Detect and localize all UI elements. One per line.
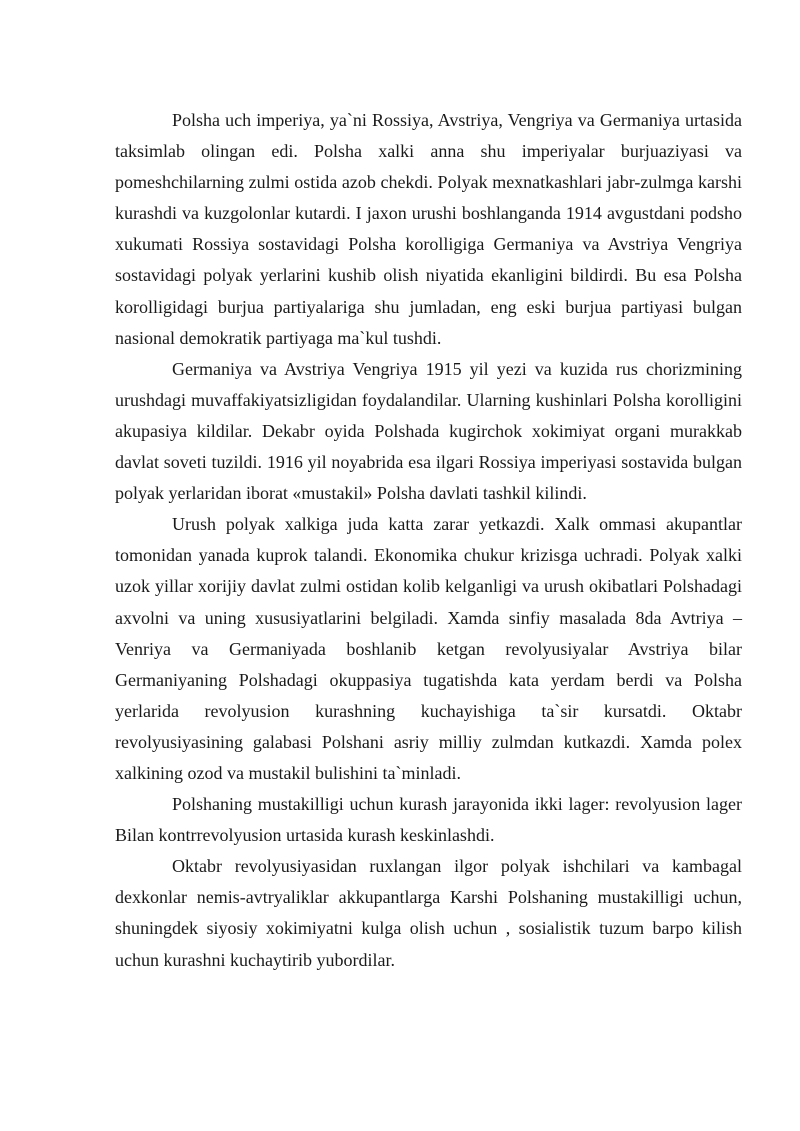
paragraph: Polshaning mustakilligi uchun kurash jarayonida ikki lager: revolyusion lager Bilan kontrrevolyusion urtasida kurash keskinlashdi. bbox=[115, 794, 742, 846]
paragraph: Polsha uch imperiya, ya`ni Rossiya, Avstriya, Vengriya va Germaniya urtasida taksimlab olingan edi. Polsha xalki anna shu imperiyalar burjuaziyasi va pomeshchilarning zulmi ostida azob chekdi. Polyak mexnatkashlari jabr-zulmga karshi kurashdi va kuzgolonlar kutardi. I jaxon urushi boshlanganda 1914 avgustdani podsho xukumati Rossiya sostavidagi Polsha korolligiga Germaniya va Avstriya Vengriya sostavidagi polyak yerlarini kushib olish niyatida ekanligini bildirdi. Bu esa Polsha korolligidagi burjua partiyalariga shu jumladan, eng eski burjua partiyasi bulgan nasional demokratik partiyaga ma`kul tushdi. bbox=[115, 110, 742, 348]
paragraph: Urush polyak xalkiga juda katta zarar yetkazdi. Xalk ommasi akupantlar tomonidan yanada kuprok talandi. Ekonomika chukur krizisga uchradi. Polyak xalki uzok yillar xorijiy davlat zulmi ostidan kolib kelganligi va urush okibatlari Polshadagi axvolni va uning xususiyatlarini belgiladi. Xamda sinfiy masalada 8da Avtriya – Venriya va Germaniyada boshlanib ketgan revolyusiyalar Avstriya bilar Germaniyaning Polshadagi okuppasiya tugatishda kata yerdam berdi va Polsha yerlarida revolyusion kurashning kuchayishiga ta`sir kursatdi. Oktabr revolyusiyasining galabasi Polshani asriy milliy zulmdan kutkazdi. Xamda polex xalkining ozod va mustakil bulishini ta`minladi. bbox=[115, 514, 742, 783]
document-body bbox=[115, 105, 742, 976]
paragraph: Oktabr revolyusiyasidan ruxlangan ilgor polyak ishchilari va kambagal dexkonlar nemis-avtryaliklar akkupantlarga Karshi Polshaning mustakilligi uchun, shuningdek siyosiy xokimiyatni kulga olish uchun , sosialistik tuzum barpo kilish uchun kurashni kuchaytirib yubordilar. bbox=[115, 856, 742, 970]
paragraph: Germaniya va Avstriya Vengriya 1915 yil yezi va kuzida rus chorizmining urushdagi muvaffakiyatsizligidan foydalandilar. Ularning kushinlari Polsha korolligini akupasiya kildilar. Dekabr oyida Polshada kugirchok xokimiyat organi murakkab davlat soveti tuzildi. 1916 yil noyabrida esa ilgari Rossiya imperiyasi sostavida bulgan polyak yerlaridan iborat «mustakil» Polsha davlati tashkil kilindi. bbox=[115, 358, 742, 504]
